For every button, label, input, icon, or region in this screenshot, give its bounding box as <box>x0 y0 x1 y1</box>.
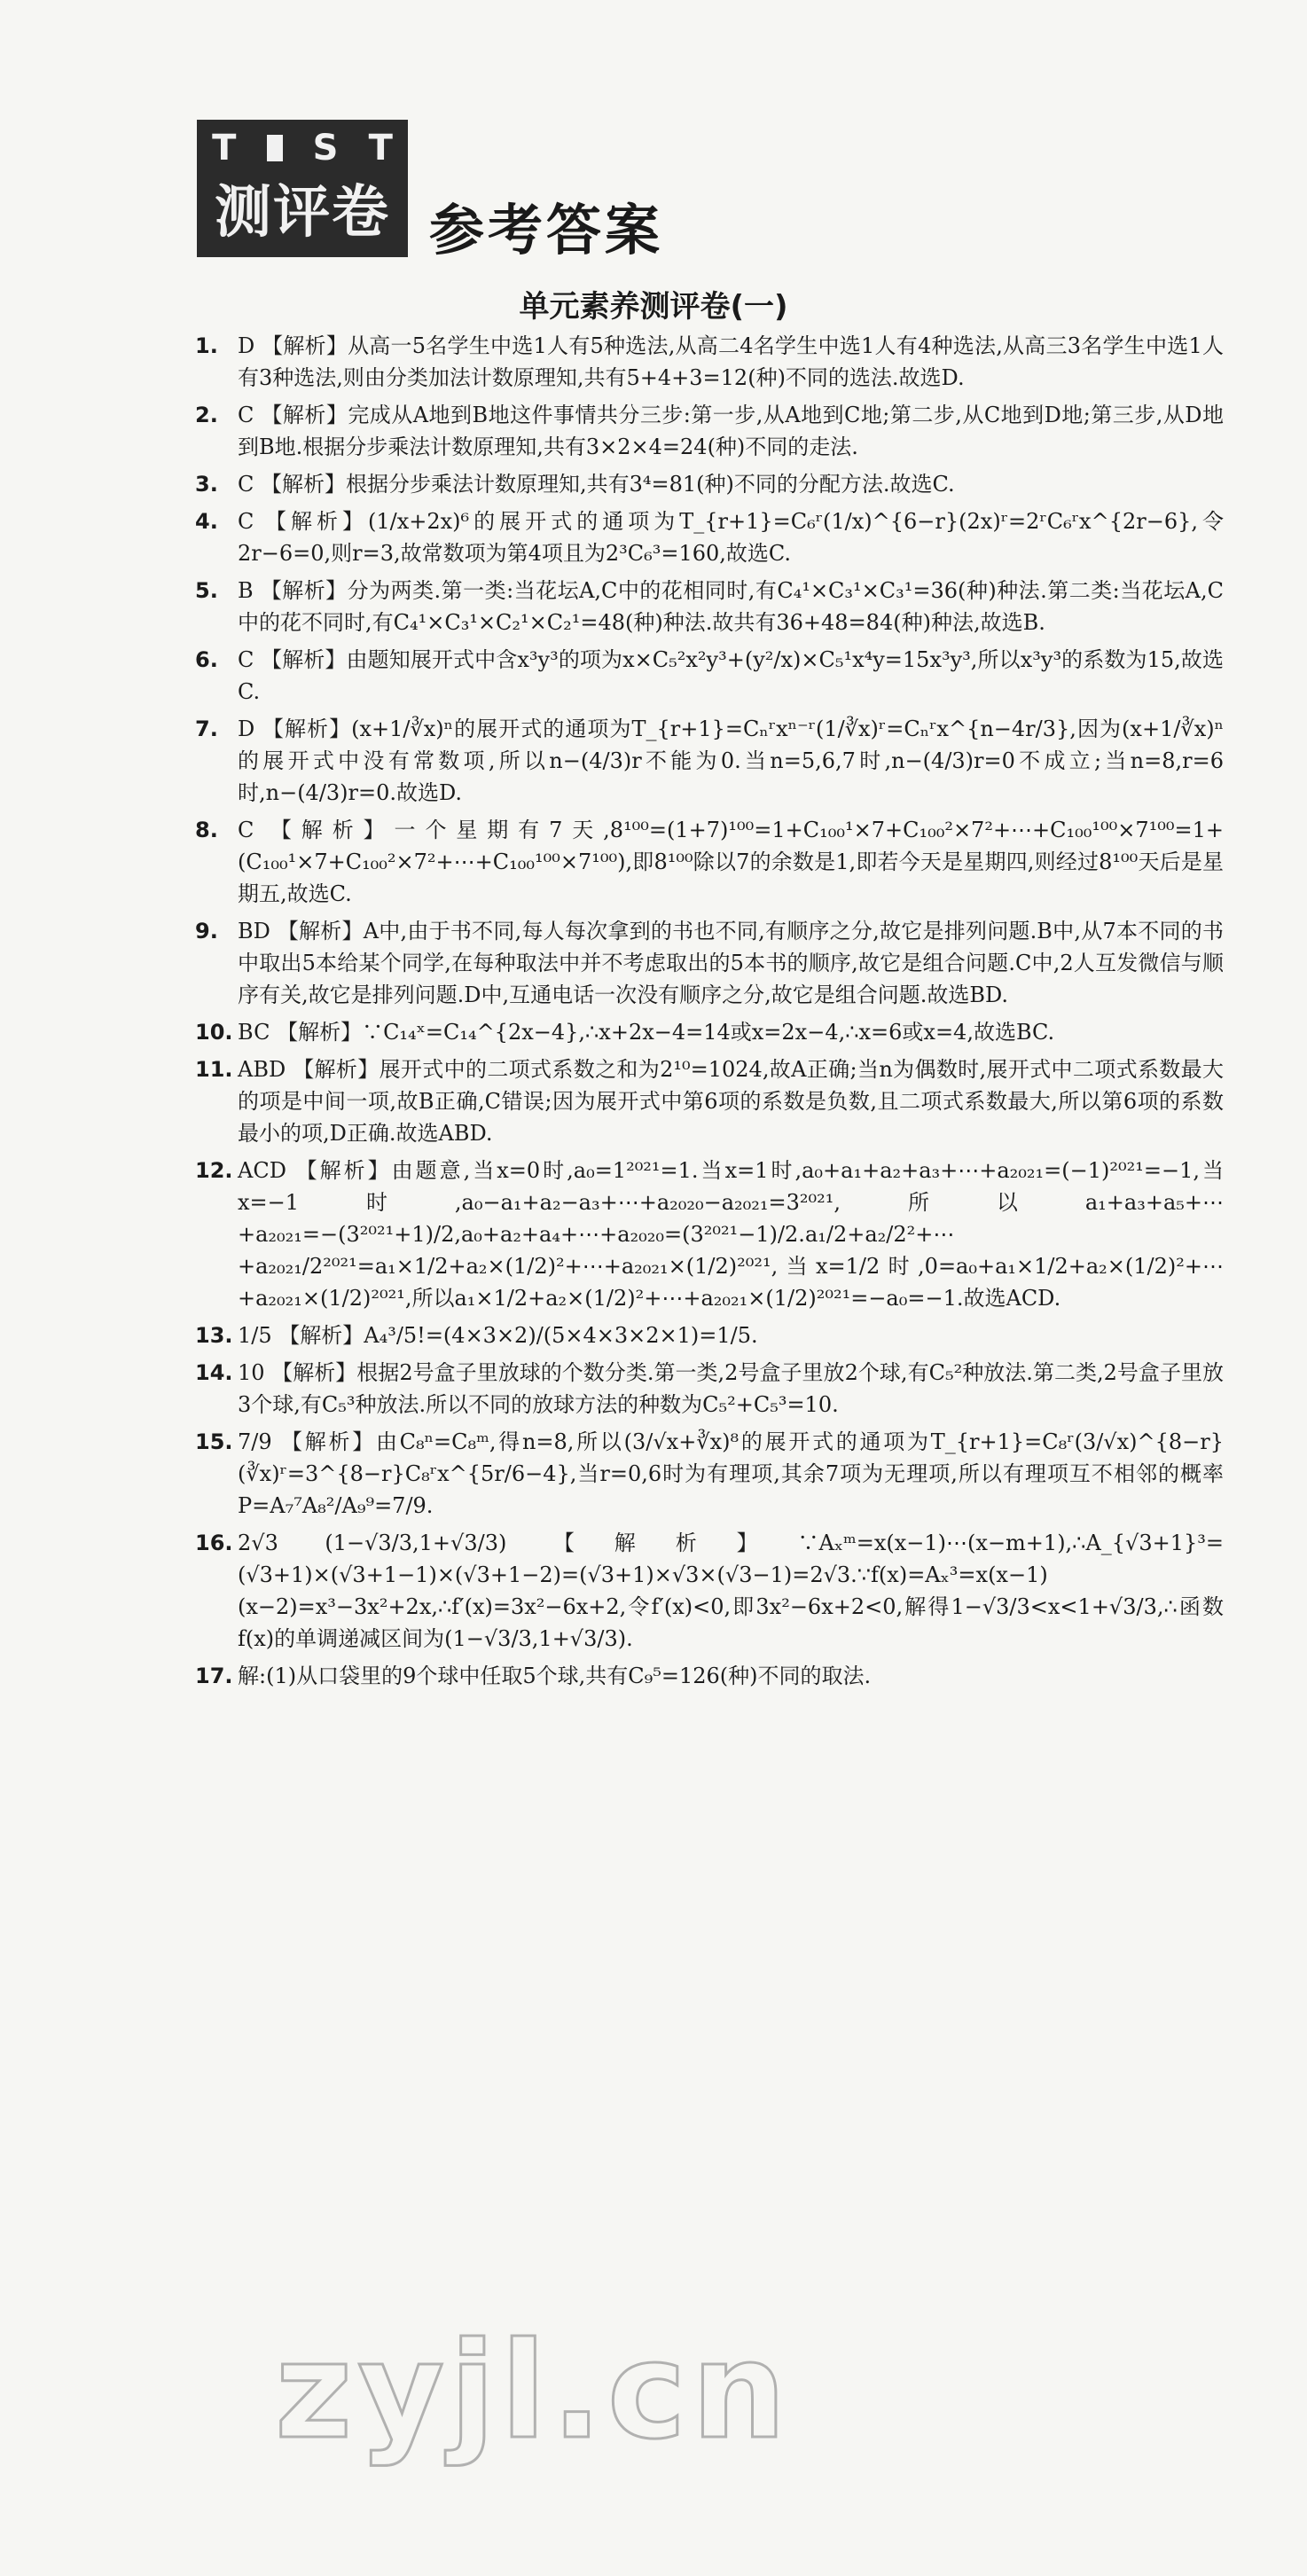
answer-number: 2. <box>195 403 218 427</box>
answer-list <box>195 330 1224 1697</box>
answer-item <box>195 399 1224 463</box>
answer-number: 13. <box>195 1323 233 1348</box>
answer-item <box>195 1527 1224 1655</box>
answer-text: C 【解析】(1/x+2x)⁶的展开式的通项为T_{r+1}=C₆ʳ(1/x)^{6−r}(2x)ʳ=2ʳC₆ʳx^{2r−6},令2r−6=0,则r=3,故常数项为第4项且为2³C₆³=160,故选C. <box>238 509 1224 566</box>
watermark: zyjl.cn <box>275 2314 792 2469</box>
page-heading: 参考答案 <box>429 198 664 262</box>
answer-number: 14. <box>195 1360 233 1385</box>
answer-text: ACD 【解析】由题意,当x=0时,a₀=1²⁰²¹=1.当x=1时,a₀+a₁+a₂+a₃+⋯+a₂₀₂₁=(−1)²⁰²¹=−1,当x=−1时,a₀−a₁+a₂−a₃+⋯+a₂₀₂₀−a₂₀₂₁=3²⁰²¹,所以a₁+a₃+a₅+⋯+a₂₀₂₁=−(3²⁰²¹+1)/2,a₀+a₂+a₄+⋯+a₂₀₂₀=(3²⁰²¹−1)/2.a₁/2+a₂/2²+⋯+a₂₀₂₁/2²⁰²¹=a₁×1/2+a₂×(1/2)²+⋯+a₂₀₂₁×(1/2)²⁰²¹,当x=1/2时,0=a₀+a₁×1/2+a₂×(1/2)²+⋯+a₂₀₂₁×(1/2)²⁰²¹,所以a₁×1/2+a₂×(1/2)²+⋯+a₂₀₂₁×(1/2)²⁰²¹=−a₀=−1.故选ACD. <box>238 1158 1224 1311</box>
answer-item <box>195 575 1224 638</box>
logo-title: 测评卷 <box>215 180 390 246</box>
logo-letter-t2: T <box>368 128 393 168</box>
answer-item <box>195 505 1224 569</box>
answer-number: 15. <box>195 1429 233 1454</box>
answer-text: C 【解析】完成从A地到B地这件事情共分三步:第一步,从A地到C地;第二步,从C地到D地;第三步,从D地到B地.根据分步乘法计数原理知,共有3×2×4=24(种)不同的走法. <box>238 403 1224 459</box>
answer-text: 2√3 (1−√3/3,1+√3/3) 【解析】∵Aₓᵐ=x(x−1)⋯(x−m+1),∴A_{√3+1}³=(√3+1)×(√3+1−1)×(√3+1−2)=(√3+1)×√3×(√3−1)=2√3.∵f(x)=Aₓ³=x(x−1)(x−2)=x³−3x²+2x,∴f′(x)=3x²−6x+2,令f′(x)<0,即3x²−6x+2<0,解得1−√3/3<x<1+√3/3,∴函数f(x)的单调递减区间为(1−√3/3,1+√3/3). <box>238 1531 1224 1651</box>
answer-item <box>195 644 1224 708</box>
answer-text: C 【解析】一个星期有7天,8¹⁰⁰=(1+7)¹⁰⁰=1+C₁₀₀¹×7+C₁₀₀²×7²+⋯+C₁₀₀¹⁰⁰×7¹⁰⁰=1+(C₁₀₀¹×7+C₁₀₀²×7²+⋯+C₁₀₀¹⁰⁰×7¹⁰⁰),即8¹⁰⁰除以7的余数是1,即若今天是星期四,则经过8¹⁰⁰天后是星期五,故选C. <box>238 818 1224 906</box>
section-title: 单元素养测评卷(一) <box>519 289 788 325</box>
answer-item <box>195 713 1224 809</box>
logo-separator <box>267 135 283 161</box>
answer-number: 12. <box>195 1158 233 1183</box>
answer-item <box>195 1357 1224 1421</box>
logo-letter-s: S <box>312 128 339 168</box>
answer-number: 1. <box>195 333 218 358</box>
answer-number: 9. <box>195 919 218 943</box>
answer-text: ABD 【解析】展开式中的二项式系数之和为2¹⁰=1024,故A正确;当n为偶数时,展开式中二项式系数最大的项是中间一项,故B正确,C错误;因为展开式中第6项的系数是负数,且二项式系数最大,所以第6项的系数最小的项,D正确.故选ABD. <box>238 1057 1224 1146</box>
answer-number: 17. <box>195 1664 233 1688</box>
answer-text: 1/5 【解析】A₄³/5!=(4×3×2)/(5×4×3×2×1)=1/5. <box>238 1323 758 1348</box>
answer-number: 6. <box>195 647 218 672</box>
answer-text: D 【解析】从高一5名学生中选1人有5种选法,从高二4名学生中选1人有4种选法,从高三3名学生中选1人有3种选法,则由分类加法计数原理知,共有5+4+3=12(种)不同的选法.故选D. <box>238 333 1224 390</box>
answer-text: 10 【解析】根据2号盒子里放球的个数分类.第一类,2号盒子里放2个球,有C₅²种放法.第二类,2号盒子里放3个球,有C₅³种放法.所以不同的放球方法的种数为C₅²+C₅³=10. <box>238 1360 1224 1417</box>
answer-number: 4. <box>195 509 218 534</box>
answer-number: 8. <box>195 818 218 842</box>
answer-item <box>195 1053 1224 1149</box>
answer-item <box>195 814 1224 910</box>
answer-number: 7. <box>195 716 218 741</box>
answer-item <box>195 1426 1224 1522</box>
answer-item <box>195 1319 1224 1351</box>
answer-number: 11. <box>195 1057 233 1082</box>
answer-item <box>195 330 1224 394</box>
answer-text: BC 【解析】∵C₁₄ˣ=C₁₄^{2x−4},∴x+2x−4=14或x=2x−4,∴x=6或x=4,故选BC. <box>238 1020 1055 1045</box>
answer-text: D 【解析】(x+1/∛x)ⁿ的展开式的通项为T_{r+1}=Cₙʳxⁿ⁻ʳ(1/∛x)ʳ=Cₙʳx^{n−4r/3},因为(x+1/∛x)ⁿ的展开式中没有常数项,所以n−(4/3)r不能为0.当n=5,6,7时,n−(4/3)r=0不成立;当n=8,r=6时,n−(4/3)r=0.故选D. <box>238 716 1224 805</box>
answer-number: 3. <box>195 472 218 497</box>
answer-text: C 【解析】根据分步乘法计数原理知,共有3⁴=81(种)不同的分配方法.故选C. <box>238 472 955 497</box>
answer-item <box>195 468 1224 500</box>
answer-item <box>195 915 1224 1011</box>
answer-number: 16. <box>195 1531 233 1555</box>
answer-text: B 【解析】分为两类.第一类:当花坛A,C中的花相同时,有C₄¹×C₃¹×C₃¹=36(种)种法.第二类:当花坛A,C中的花不同时,有C₄¹×C₃¹×C₂¹×C₂¹=48(种)种法.故共有36+48=84(种)种法,故选B. <box>238 578 1224 635</box>
logo-letter-t1: T <box>212 128 237 168</box>
logo-letters <box>197 127 408 169</box>
answer-number: 5. <box>195 578 218 603</box>
answer-item <box>195 1155 1224 1314</box>
answer-text: 解:(1)从口袋里的9个球中任取5个球,共有C₉⁵=126(种)不同的取法. <box>238 1664 872 1688</box>
answer-text: C 【解析】由题知展开式中含x³y³的项为x×C₅²x²y³+(y²/x)×C₅¹x⁴y=15x³y³,所以x³y³的系数为15,故选C. <box>238 647 1224 704</box>
answer-item <box>195 1016 1224 1048</box>
answer-text: 7/9 【解析】由C₈ⁿ=C₈ᵐ,得n=8,所以(3/√x+∛x)⁸的展开式的通项为T_{r+1}=C₈ʳ(3/√x)^{8−r}(∛x)ʳ=3^{8−r}C₈ʳx^{5r/6−4},当r=0,6时为有理项,其余7项为无理项,所以有理项互不相邻的概率P=A₇⁷A₈²/A₉⁹=7/9. <box>238 1429 1224 1518</box>
answer-item <box>195 1660 1224 1692</box>
answer-number: 10. <box>195 1020 233 1045</box>
test-logo <box>197 120 408 257</box>
answer-text: BD 【解析】A中,由于书不同,每人每次拿到的书也不同,有顺序之分,故它是排列问题.B中,从7本不同的书中取出5本给某个同学,在每种取法中并不考虑取出的5本书的顺序,故它是组合问题.C中,2人互发微信与顺序有关,故它是排列问题.D中,互通电话一次没有顺序之分,故它是组合问题.故选BD. <box>238 919 1224 1007</box>
